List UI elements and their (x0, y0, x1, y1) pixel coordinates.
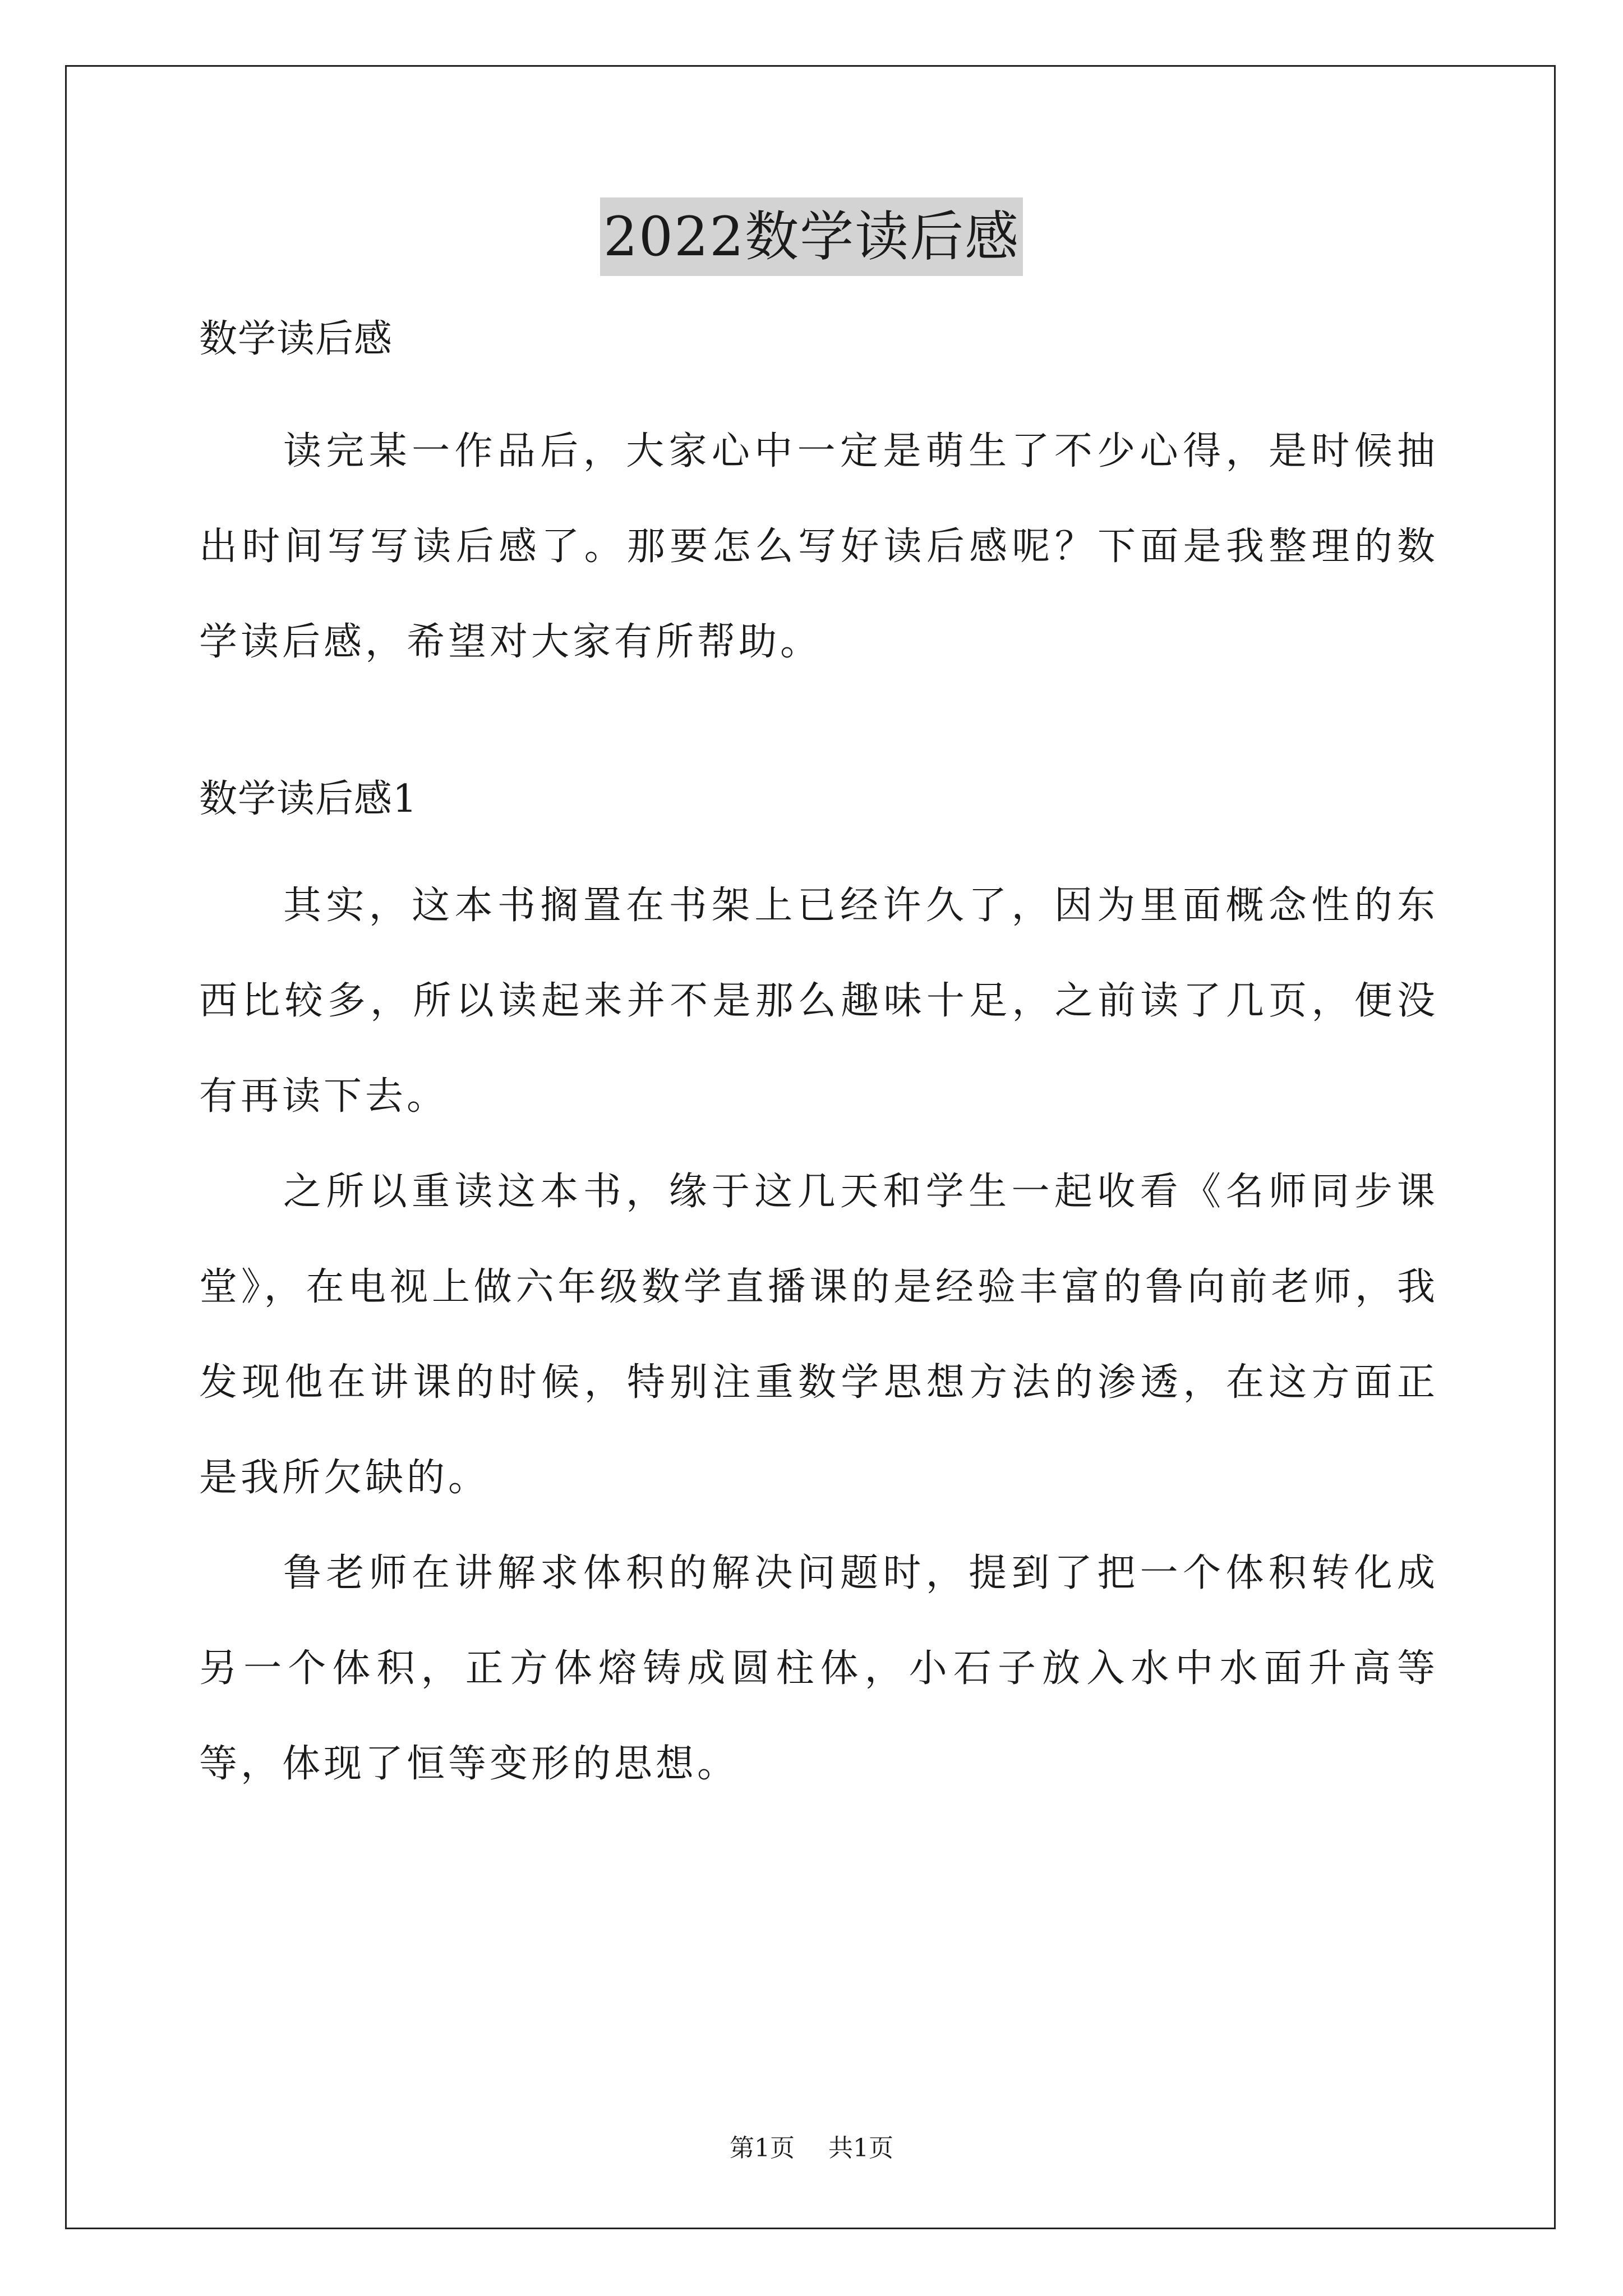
title-wrapper (0, 197, 1623, 276)
document-body (199, 314, 1438, 1812)
subtitle: 数学读后感 (199, 317, 393, 361)
body-paragraph: 之所以重读这本书，缘于这几天和学生一起收看《名师同步课堂》，在电视上做六年级数学直播课的是经验丰富的鲁向前老师，我发现他在讲课的时候，特别注重数学思想方法的渗透，在这方面正是我所欠缺的。 (199, 1170, 1438, 1500)
body-paragraph: 鲁老师在讲解求体积的解决问题时，提到了把一个体积转化成另一个体积，正方体熔铸成圆柱体，小石子放入水中水面升高等等，体现了恒等变形的思想。 (199, 1551, 1438, 1786)
page-number: 第1页 (730, 2134, 795, 2162)
body-paragraph: 其实，这本书搁置在书架上已经许久了，因为里面概念性的东西比较多，所以读起来并不是那么趣味十足，之前读了几页，便没有再读下去。 (199, 884, 1438, 1119)
section-heading: 数学读后感1 (199, 777, 418, 821)
page-total: 共1页 (828, 2134, 893, 2162)
page-footer (0, 2132, 1623, 2165)
intro-paragraph: 读完某一作品后，大家心中一定是萌生了不少心得，是时候抽出时间写写读后感了。那要怎么写好读后感呢？下面是我整理的数学读后感，希望对大家有所帮助。 (199, 429, 1438, 664)
document-title: 2022数学读后感 (600, 197, 1023, 276)
